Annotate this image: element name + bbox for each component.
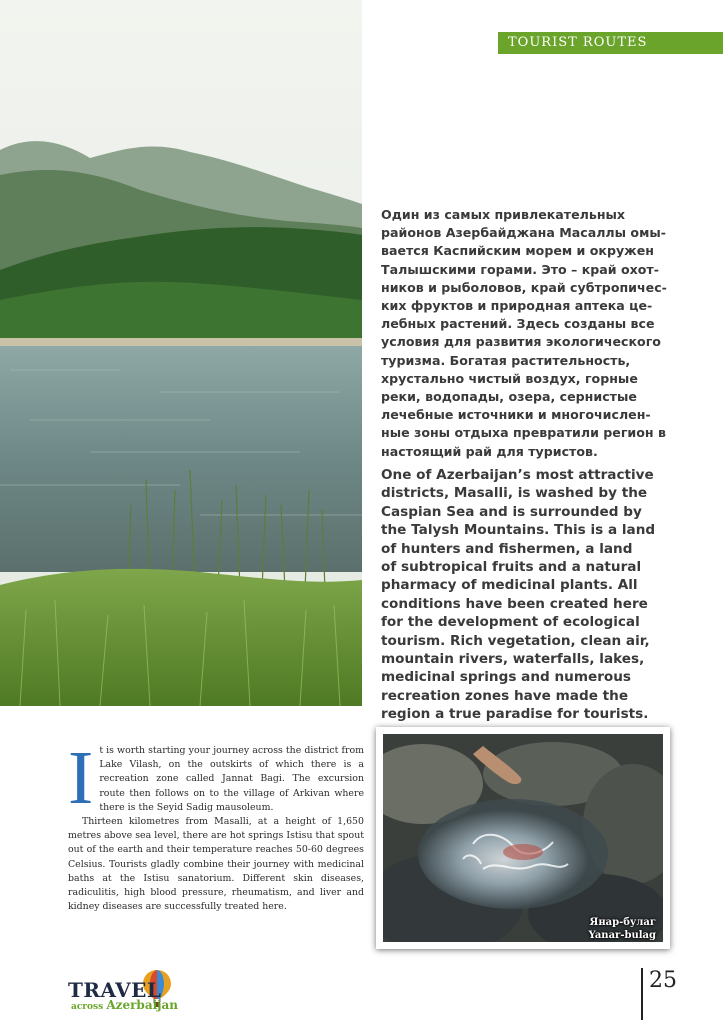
page-number: 25 xyxy=(649,968,677,993)
intro-ru-line: районов Азербайджана Масаллы омы- xyxy=(381,225,666,241)
landscape-photo xyxy=(0,0,362,706)
section-tag: TOURIST ROUTES xyxy=(498,32,723,54)
intro-en-line: medicinal springs and numerous xyxy=(381,669,632,686)
intro-ru-line: настоящий рай для туристов. xyxy=(381,443,598,459)
intro-en-line: region a true paradise for tourists. xyxy=(381,706,649,723)
caption-english: Yanar-bulag xyxy=(588,930,656,941)
article-body xyxy=(68,736,364,914)
intro-en-line: mountain rivers, waterfalls, lakes, xyxy=(381,651,645,668)
intro-ru-line: вается Каспийским морем и окружен xyxy=(381,243,654,259)
intro-en-line: Caspian Sea and is surrounded by xyxy=(381,503,642,520)
intro-en-line: One of Azerbaijan’s most attractive xyxy=(381,467,654,483)
logo-wordmark: TRAVEL xyxy=(68,978,162,1002)
page-number-rule xyxy=(641,968,643,1020)
intro-ru-line: лебных растений. Здесь созданы все xyxy=(381,316,655,332)
intro-en-line: districts, Masalli, is washed by the xyxy=(381,485,648,502)
intro-ru-line: условия для развития экологического xyxy=(381,334,661,350)
intro-ru-line: реки, водопады, озера, сернистые xyxy=(381,389,637,405)
caption-russian: Янар-булаг xyxy=(589,917,656,928)
intro-russian xyxy=(381,206,701,461)
article-paragraph xyxy=(68,736,364,820)
intro-en-line: recreation zones have made the xyxy=(381,687,629,704)
intro-en-line: tourism. Rich vegetation, clean air, xyxy=(381,632,650,649)
intro-ru-line: Один из самых привлекательных xyxy=(381,207,626,222)
intro-english xyxy=(381,466,701,724)
intro-ru-line: ные зоны отдыха превратили регион в xyxy=(381,425,666,441)
intro-en-line: of hunters and fishermen, a land xyxy=(381,540,633,557)
intro-en-line: the Talysh Mountains. This is a land xyxy=(381,522,656,539)
intro-ru-line: ников и рыболовов, край субтропичес- xyxy=(381,279,667,295)
logo-subtitle xyxy=(71,998,178,1012)
logo-sub-small: across xyxy=(71,1002,104,1012)
intro-en-line: conditions have been created here xyxy=(381,595,648,612)
intro-ru-line: Талышскими горами. Это – край охот- xyxy=(381,261,659,277)
intro-en-line: of subtropical fruits and a natural xyxy=(381,559,642,576)
logo-sub-big: Azerbaijan xyxy=(106,998,178,1012)
intro-en-line: for the development of ecological xyxy=(381,614,640,631)
article-paragraph: Thirteen kilometres from Masalli, at a height of 1,650 metres above sea level, there are hot springs Istisu that spout out of the earth and their temperature reaches 50-60 degrees Celsius. Tourists gladly combine their journey with medicinal baths at the Istisu sanatorium. Different skin diseases, radiculitis, high blood pressure, rheumatism, and liver and kidney diseases are successfully treated here. xyxy=(68,816,364,913)
inset-photo xyxy=(376,727,670,949)
magazine-logo xyxy=(68,968,178,1012)
intro-ru-line: ких фруктов и природная аптека це- xyxy=(381,298,653,314)
drop-cap: I xyxy=(68,736,94,820)
intro-ru-line: туризма. Богатая растительность, xyxy=(381,352,631,368)
article-paragraph-text: t is worth starting your journey across the district from Lake Vilash, on the outskirts of which there is a recreation zone called Jannat Bagi. The excursion route then follows on to the village of Arkivan where there is the Seyid Sadig mausoleum. xyxy=(99,745,364,813)
spring-photo xyxy=(383,734,663,942)
intro-ru-line: лечебные источники и многочислен- xyxy=(381,407,651,423)
intro-ru-line: хрустально чистый воздух, горные xyxy=(381,370,638,386)
intro-en-line: pharmacy of medicinal plants. All xyxy=(381,577,638,594)
